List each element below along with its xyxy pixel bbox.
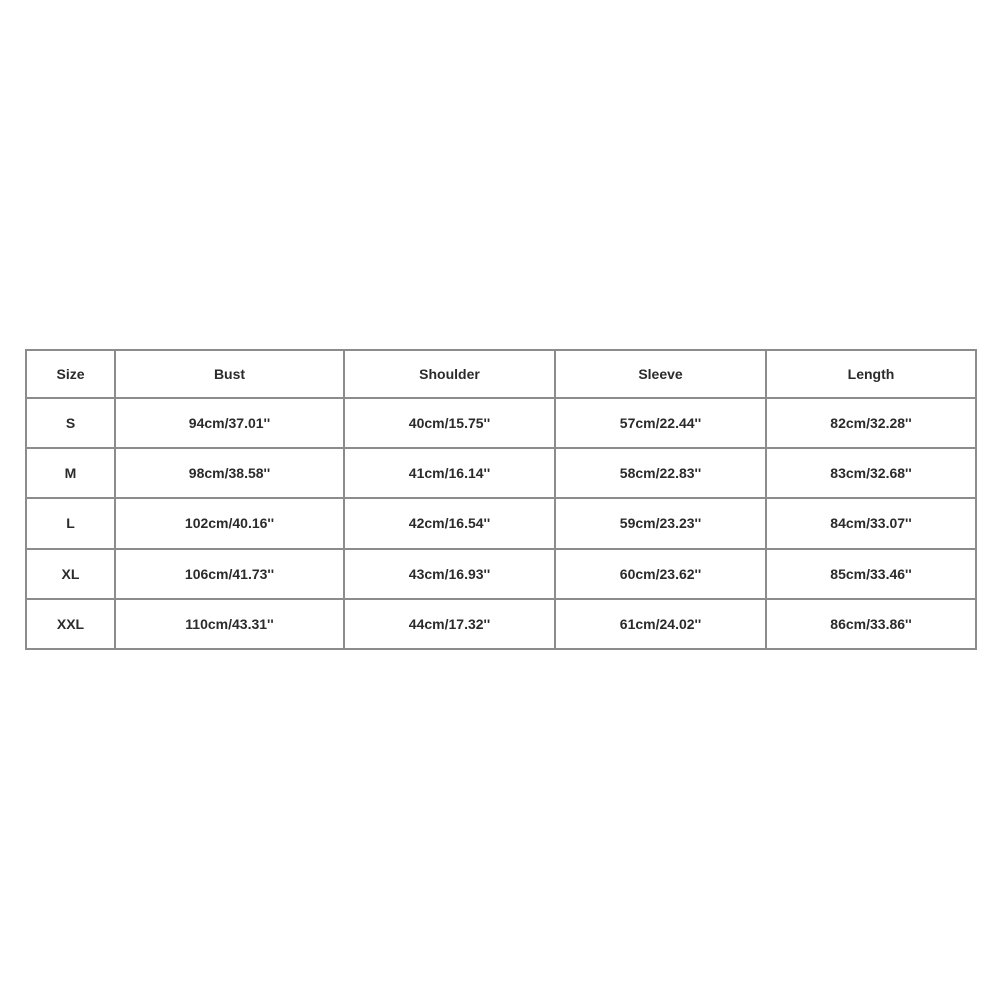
cell-shoulder: 42cm/16.54'' [344,498,555,548]
header-shoulder: Shoulder [344,350,555,398]
size-chart-table [25,349,977,650]
header-sleeve: Sleeve [555,350,766,398]
cell-bust: 94cm/37.01'' [115,398,344,448]
cell-bust: 106cm/41.73'' [115,549,344,599]
table-row [26,549,976,599]
table-row [26,448,976,498]
cell-sleeve: 61cm/24.02'' [555,599,766,649]
cell-sleeve: 58cm/22.83'' [555,448,766,498]
cell-shoulder: 44cm/17.32'' [344,599,555,649]
cell-size: L [26,498,115,548]
table-header-row [26,350,976,398]
cell-size: M [26,448,115,498]
table-row [26,398,976,448]
cell-bust: 110cm/43.31'' [115,599,344,649]
cell-length: 84cm/33.07'' [766,498,976,548]
table-row [26,599,976,649]
cell-sleeve: 60cm/23.62'' [555,549,766,599]
cell-shoulder: 40cm/15.75'' [344,398,555,448]
cell-length: 83cm/32.68'' [766,448,976,498]
cell-sleeve: 59cm/23.23'' [555,498,766,548]
cell-shoulder: 43cm/16.93'' [344,549,555,599]
header-length: Length [766,350,976,398]
cell-length: 86cm/33.86'' [766,599,976,649]
cell-length: 85cm/33.46'' [766,549,976,599]
cell-length: 82cm/32.28'' [766,398,976,448]
cell-shoulder: 41cm/16.14'' [344,448,555,498]
cell-size: XL [26,549,115,599]
cell-bust: 98cm/38.58'' [115,448,344,498]
cell-bust: 102cm/40.16'' [115,498,344,548]
header-bust: Bust [115,350,344,398]
cell-size: S [26,398,115,448]
cell-sleeve: 57cm/22.44'' [555,398,766,448]
table-row [26,498,976,548]
header-size: Size [26,350,115,398]
cell-size: XXL [26,599,115,649]
